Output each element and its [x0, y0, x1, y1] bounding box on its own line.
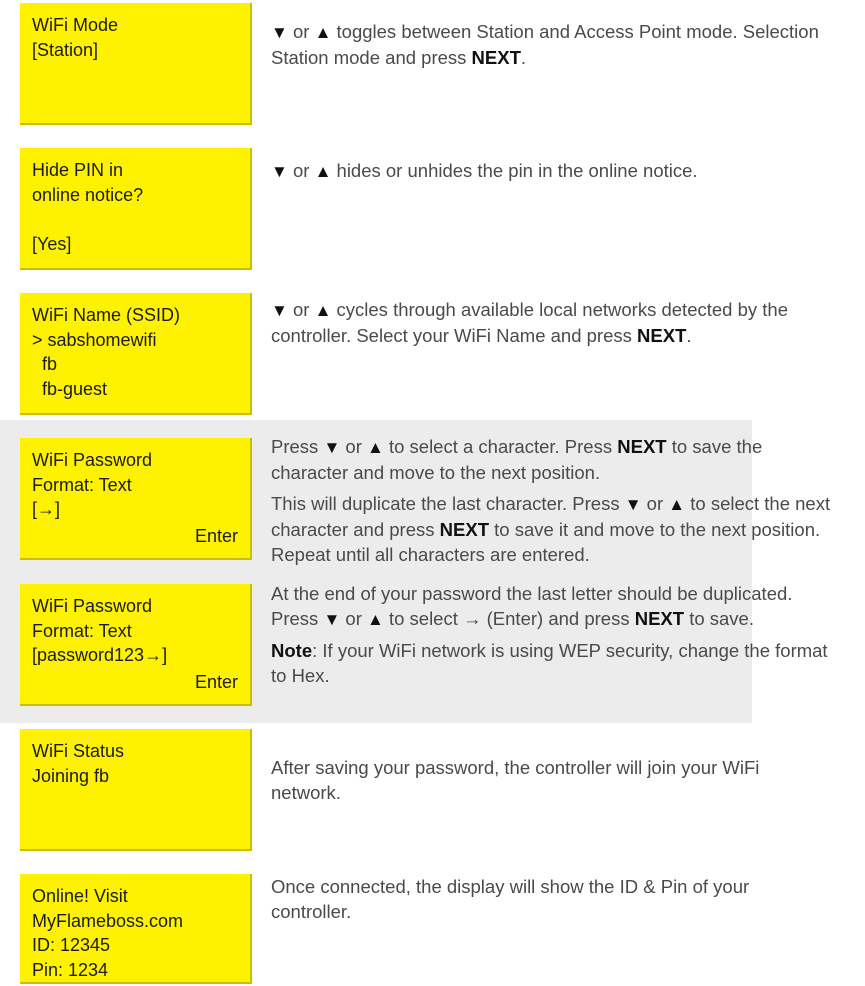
- lcd-line: [password123→]: [32, 645, 168, 665]
- text-segment: to select the next character and press: [271, 493, 831, 540]
- lcd-line: online notice?: [32, 184, 144, 205]
- text-segment: to save it and move to the next position. Repeat until all characters are entered.: [271, 519, 821, 565]
- bold-keyword: NEXT: [439, 519, 489, 540]
- up-arrow-icon: ▲: [314, 162, 332, 181]
- text-segment: Once connected, the display will show the ID & Pin of your controller.: [271, 876, 750, 922]
- bold-keyword: NEXT: [637, 325, 687, 346]
- lcd-line: WiFi Mode: [32, 15, 119, 35]
- text-segment: to select → (Enter) and press: [383, 608, 635, 629]
- down-arrow-icon: ▼: [271, 162, 288, 181]
- up-arrow-icon: ▲: [367, 438, 384, 457]
- bold-keyword: Note: [271, 640, 313, 661]
- lcd-line: WiFi Status: [32, 741, 125, 761]
- lcd-line: [Station]: [32, 39, 99, 60]
- down-arrow-icon: ▼: [323, 438, 341, 457]
- bold-keyword: NEXT: [471, 47, 521, 68]
- text-segment: or: [641, 493, 669, 514]
- down-arrow-icon: ▼: [624, 495, 642, 514]
- lcd-line: Format: Text: [32, 620, 132, 641]
- description-paragraph: [271, 874, 791, 924]
- description-paragraph: [271, 491, 843, 567]
- text-segment: After saving your password, the controller will join your WiFi network.: [271, 757, 760, 803]
- lcd-line: [Yes]: [32, 233, 72, 254]
- text-segment: cycles through available local networks detected by the controller. Select your WiFi Name and press: [271, 299, 788, 346]
- text-segment: or: [287, 160, 315, 181]
- text-segment: or: [287, 21, 315, 42]
- lcd-line: Format: Text: [32, 474, 132, 495]
- lcd-line: Joining fb: [32, 765, 110, 786]
- bold-keyword: NEXT: [634, 608, 685, 629]
- up-arrow-icon: ▲: [314, 23, 332, 42]
- up-arrow-icon: ▲: [367, 610, 384, 629]
- lcd-wifi-mode: [20, 3, 252, 125]
- step-description-wifi-status: [271, 755, 791, 811]
- lcd-hide-pin: [20, 148, 252, 270]
- description-paragraph: [271, 19, 843, 70]
- text-segment: : If your WiFi network is using WEP security, change the format to Hex.: [271, 640, 828, 686]
- bold-keyword: NEXT: [617, 436, 667, 457]
- text-segment: or: [340, 608, 367, 629]
- step-description-password-entry: [271, 434, 843, 573]
- description-paragraph: [271, 434, 843, 485]
- description-paragraph: [271, 581, 843, 632]
- lcd-line: WiFi Name (SSID): [32, 305, 180, 325]
- text-segment: hides or unhides the pin in the online notice.: [331, 160, 698, 181]
- text-segment: to save the character and move to the next position.: [271, 436, 763, 483]
- step-description-online: [271, 874, 791, 930]
- lcd-line: [32, 207, 238, 232]
- lcd-line: WiFi Password: [32, 596, 153, 616]
- lcd-line: fb-guest: [32, 378, 108, 399]
- lcd-wifi-password-empty: [20, 438, 252, 560]
- up-arrow-icon: ▲: [314, 301, 332, 320]
- description-paragraph: [271, 755, 791, 805]
- lcd-line: fb: [32, 354, 58, 374]
- down-arrow-icon: ▼: [271, 301, 288, 320]
- down-arrow-icon: ▼: [323, 610, 341, 629]
- up-arrow-icon: ▲: [668, 495, 686, 514]
- description-paragraph: [271, 297, 843, 348]
- step-description-hide-pin: [271, 158, 843, 190]
- lcd-line: ID: 12345: [32, 935, 111, 955]
- lcd-line: MyFlameboss.com: [32, 910, 184, 931]
- text-segment: to save.: [684, 608, 754, 629]
- lcd-line: WiFi Password: [32, 450, 153, 470]
- step-description-wifi-name: [271, 297, 843, 354]
- step-description-password-finish: [271, 581, 843, 694]
- text-segment: to select a character. Press: [383, 436, 618, 457]
- text-segment: or: [340, 436, 367, 457]
- text-segment: toggles between Station and Access Point mode. Selection Station mode and press: [271, 21, 819, 68]
- text-segment: .: [520, 47, 527, 68]
- description-paragraph: [271, 158, 843, 184]
- lcd-line: Online! Visit: [32, 886, 128, 906]
- text-segment: .: [686, 325, 692, 346]
- lcd-wifi-password-filled: [20, 584, 252, 706]
- lcd-wifi-status: [20, 729, 252, 851]
- lcd-line: > sabshomewifi: [32, 329, 157, 350]
- text-segment: Press: [271, 436, 324, 457]
- text-segment: This will duplicate the last character. Press: [271, 493, 625, 514]
- step-description-wifi-mode: [271, 19, 843, 76]
- lcd-line: Pin: 1234: [32, 959, 109, 980]
- lcd-line: Hide PIN in: [32, 160, 124, 180]
- description-paragraph: [271, 638, 843, 688]
- lcd-line: [→]: [32, 499, 61, 519]
- lcd-online: [20, 874, 252, 984]
- lcd-wifi-name: [20, 293, 252, 415]
- lcd-enter-label: Enter: [194, 525, 238, 546]
- text-segment: or: [287, 299, 315, 320]
- down-arrow-icon: ▼: [271, 23, 288, 42]
- text-segment: At the end of your password the last letter should be duplicated. Press: [271, 583, 793, 629]
- lcd-enter-label: Enter: [194, 671, 238, 692]
